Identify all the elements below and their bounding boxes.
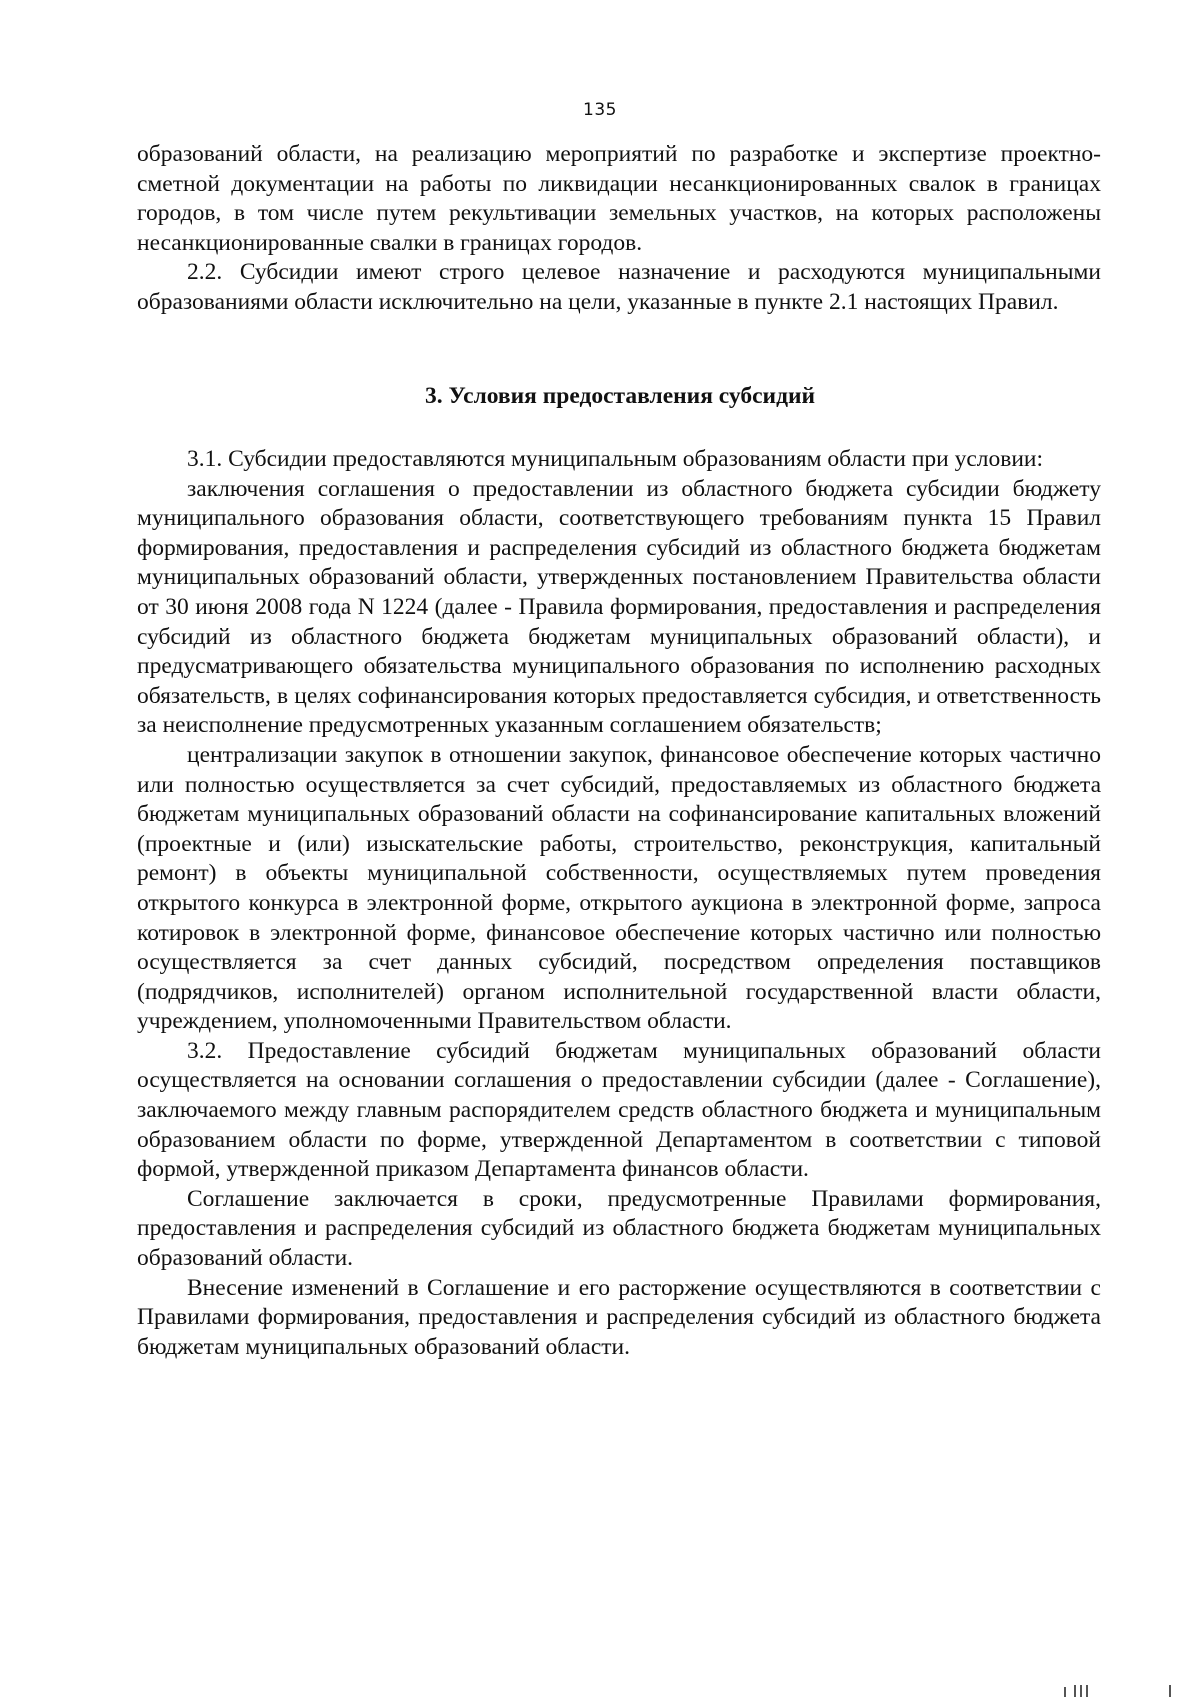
paragraph-3-1: 3.1. Субсидии предоставляются муниципальным образованиям области при условии: bbox=[187, 446, 1044, 472]
paragraph-2-2: 2.2. Субсидии имеют строго целевое назначение и расходуются муниципальными образованиями области исключительно на цели, указанные в пункте 2.1 настоящих Правил. bbox=[137, 259, 1101, 315]
paragraph-agreement-changes: Внесение изменений в Соглашение и его расторжение осуществляются в соответствии с Правилами формирования, предоставления и распределения субсидий из областного бюджета бюджетам муниципальных образований области. bbox=[137, 1274, 1101, 1360]
section-text-block bbox=[137, 445, 1101, 1362]
paragraph-procurement-condition: централизации закупок в отношении закупок, финансовое обеспечение которых частично или полностью осуществляется за счет субсидий, предоставляемых из областного бюджета бюджетам муниципальных образований области на софинансирование капитальных вложений (проектные и (или) изыскательские работы, строительство, реконструкция, капитальный ремонт) в объекты муниципальной собственности, осуществляемых путем проведения открытого конкурса в электронной форме, открытого аукциона в электронной форме, запроса котировок в электронной форме, финансовое обеспечение которых частично или полностью осуществляется за счет данных субсидий, посредством определения поставщиков (подрядчиков, исполнителей) органом исполнительной государственной власти области, учреждением, уполномоченными Правительством области. bbox=[137, 741, 1101, 1035]
paragraph-continuation: образований области, на реализацию мероприятий по разработке и экспертизе проектно-сметной документации на работы по ликвидации несанкционированных свалок в границах городов, в том числе путем рекультивации земельных участков, на которых расположены несанкционированные свалки в границах городов. bbox=[137, 141, 1101, 256]
scan-edge-marks bbox=[1064, 1683, 1184, 1697]
intro-text-block bbox=[137, 140, 1101, 318]
paragraph-3-2: 3.2. Предоставление субсидий бюджетам муниципальных образований области осуществляется на основании соглашения о предоставлении субсидии (далее - Соглашение), заключаемого между главным распорядителем средств областного бюджета и муниципальным образованием области по форме, утвержденной Департаментом в соответствии с типовой формой, утвержденной приказом Департамента финансов области. bbox=[137, 1037, 1101, 1183]
page-number: 135 bbox=[583, 100, 617, 120]
paragraph-agreement-condition: заключения соглашения о предоставлении из областного бюджета субсидии бюджету муниципального образования области, соответствующего требованиям пункта 15 Правил формирования, предоставления и распределения субсидий из областного бюджета бюджетам муниципальных образований области, утвержденных постановлением Правительства области от 30 июня 2008 года N 1224 (далее - Правила формирования, предоставления и распределения субсидий из областного бюджета бюджетам муниципальных образований области), и предусматривающего обязательства муниципального образования по исполнению расходных обязательств, в целях софинансирования которых предоставляется субсидия, и ответственность за неисполнение предусмотренных указанным соглашением обязательств; bbox=[137, 475, 1101, 739]
section-heading: 3. Условия предоставления субсидий bbox=[424, 383, 816, 409]
paragraph-agreement-terms: Соглашение заключается в сроки, предусмотренные Правилами формирования, предоставления и распределения субсидий из областного бюджета бюджетам муниципальных образований области. bbox=[137, 1185, 1101, 1272]
